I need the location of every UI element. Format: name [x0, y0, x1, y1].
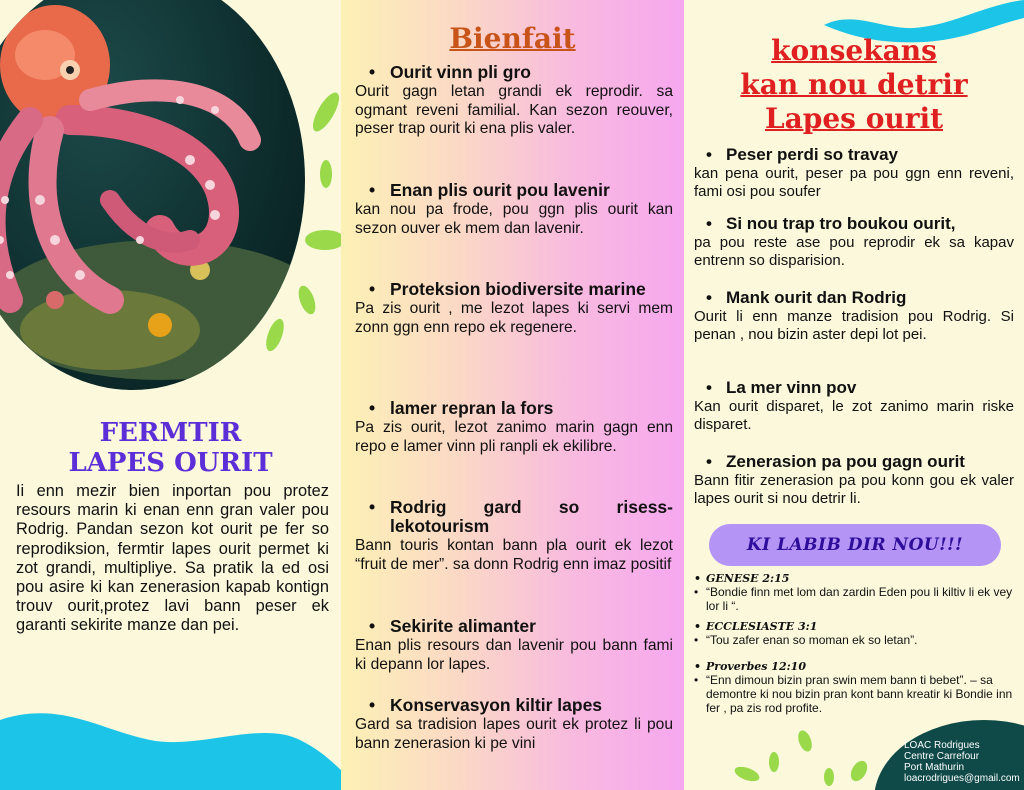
benefit-heading: • lamer repran la fors: [355, 399, 673, 418]
benefit-section: [355, 617, 673, 674]
consequence-body: Bann fitir zenerasion pa pou konn gou ek valer lapes ourit si nou detrir li.: [694, 472, 1014, 507]
consequence-heading: • Mank ourit dan Rodrig: [694, 288, 1014, 307]
benefit-heading: • Proteksion biodiversite marine: [355, 280, 673, 299]
consequence-heading: • Zenerasion pa pou gagn ourit: [694, 452, 1014, 471]
verse-text: • “Enn dimoun bizin pran swin mem bann ti bebet”. – sa demontre ki nou bizin pran kont bann kreatir ki Bondie inn fer , pa zis rod profite.: [694, 673, 1014, 715]
leaf-decoration: [824, 768, 834, 786]
consequence-body: kan pena ourit, peser pa pou ggn enn reveni, fami osi pou soufer: [694, 165, 1014, 200]
consequence-heading: • Si nou trap tro boukou ourit,: [694, 214, 1014, 233]
leaf-decoration: [769, 752, 779, 772]
benefit-section: [355, 399, 673, 456]
benefit-body: Gard sa tradision lapes ourit ek protez li pou bann zenerasion ki pe vini: [355, 716, 673, 752]
verse-reference: • GENESE 2:15: [694, 572, 1014, 585]
consequence-section: [694, 214, 1014, 269]
consequence-body: Ourit li enn manze tradision pou Rodrig. Si penan , nou bizin aster depi lot pei.: [694, 308, 1014, 343]
consequence-section: [694, 145, 1014, 200]
consequence-section: [694, 288, 1014, 343]
benefit-section: [355, 498, 673, 574]
consequence-heading: • La mer vinn pov: [694, 378, 1014, 397]
wave-decoration: [0, 700, 341, 790]
leaf-decoration: [308, 89, 341, 135]
benefit-section: [355, 63, 673, 139]
benefit-heading: • Rodrig gard so risess-lekotourism: [355, 498, 673, 536]
bible-banner: KI LABIB DIR NOU!!!: [709, 524, 1001, 566]
verse-reference: • Proverbes 12:10: [694, 660, 1014, 673]
benefit-section: [355, 181, 673, 238]
leaf-decoration: [847, 758, 870, 784]
benefit-body: Bann touris kontan bann pla ourit ek lezot “fruit de mer”. sa donn Rodrig enn imaz positif: [355, 537, 673, 573]
consequence-body: Kan ourit disparet, le zot zanimo marin riske disparet.: [694, 398, 1014, 433]
benefit-body: Pa zis ourit , me lezot lapes ki servi mem zonn ggn enn repo ek regenere.: [355, 300, 673, 336]
verse-item: [694, 660, 1014, 715]
panel-bienfait: [341, 0, 684, 790]
benefit-body: Enan plis resours dan lavenir pou bann fami ki depann lor lapes.: [355, 637, 673, 673]
leaf-decoration: [733, 764, 762, 784]
leaf-decoration: [796, 729, 815, 754]
octopus-illustration: [0, 0, 305, 390]
leaf-decoration: [320, 160, 332, 188]
consequence-body: pa pou reste ase pou reprodir ek sa kapav entrenn so disparision.: [694, 234, 1014, 269]
benefit-heading: • Enan plis ourit pou lavenir: [355, 181, 673, 200]
fermtir-title: FERMTIR LAPES OURIT: [68, 418, 273, 478]
verse-item: [694, 620, 1014, 647]
benefit-heading: • Sekirite alimanter: [355, 617, 673, 636]
verse-reference: • ECCLESIASTE 3:1: [694, 620, 1014, 633]
verse-item: [694, 572, 1014, 613]
leaf-decoration: [295, 284, 318, 317]
benefit-section: [355, 696, 673, 753]
consequence-heading: • Peser perdi so travay: [694, 145, 1014, 164]
leaf-decoration: [263, 317, 288, 354]
verse-text: • “Tou zafer enan so moman ek so letan”.: [694, 633, 1014, 647]
consequence-section: [694, 378, 1014, 433]
benefit-heading: • Konservasyon kiltir lapes: [355, 696, 673, 715]
benefit-body: Pa zis ourit, lezot zanimo marin gagn enn repo e lamer vinn pli ranpli ek ekilibre.: [355, 419, 673, 455]
bienfait-title: Bienfait: [449, 22, 576, 55]
leaf-decoration: [305, 230, 341, 250]
octopus-photo: [0, 0, 305, 390]
panel-konsekans: [684, 0, 1024, 790]
fermtir-description: Ii enn mezir bien inportan pou protez resours marin ki enan enn gran valer pou Rodrig. Pandan sezon kot ourit pe fer so reprodiksion, fermtir lapes ourit permet ki zot grandi, multipliye. Sa pratik la ed osi pou asire ki kan zenerasion kapab kontign trouv ourit,protez lavi bann peser ek garanti sekirite manze dan pei.: [16, 482, 329, 635]
konsekans-title: konsekans kan nou detrir Lapes ourit: [740, 34, 968, 135]
consequence-section: [694, 452, 1014, 507]
benefit-section: [355, 280, 673, 337]
verse-text: • “Bondie finn met lom dan zardin Eden pou li kiltiv li ek vey lor li “.: [694, 585, 1014, 613]
benefit-body: kan nou pa frode, pou ggn plis ourit kan sezon ouver ek mem dan lavenir.: [355, 201, 673, 237]
contact-info: LOAC Rodrigues Centre Carrefour Port Mathurin loacrodrigues@gmail.com: [904, 740, 1020, 784]
benefit-body: Ourit gagn letan grandi ek reprodir. sa ogmant reveni familial. Kan sezon reouver, peser trap ourit ki ena plis valer.: [355, 83, 673, 137]
benefit-heading: • Ourit vinn pli gro: [355, 63, 673, 82]
panel-fermtir: [0, 0, 341, 790]
